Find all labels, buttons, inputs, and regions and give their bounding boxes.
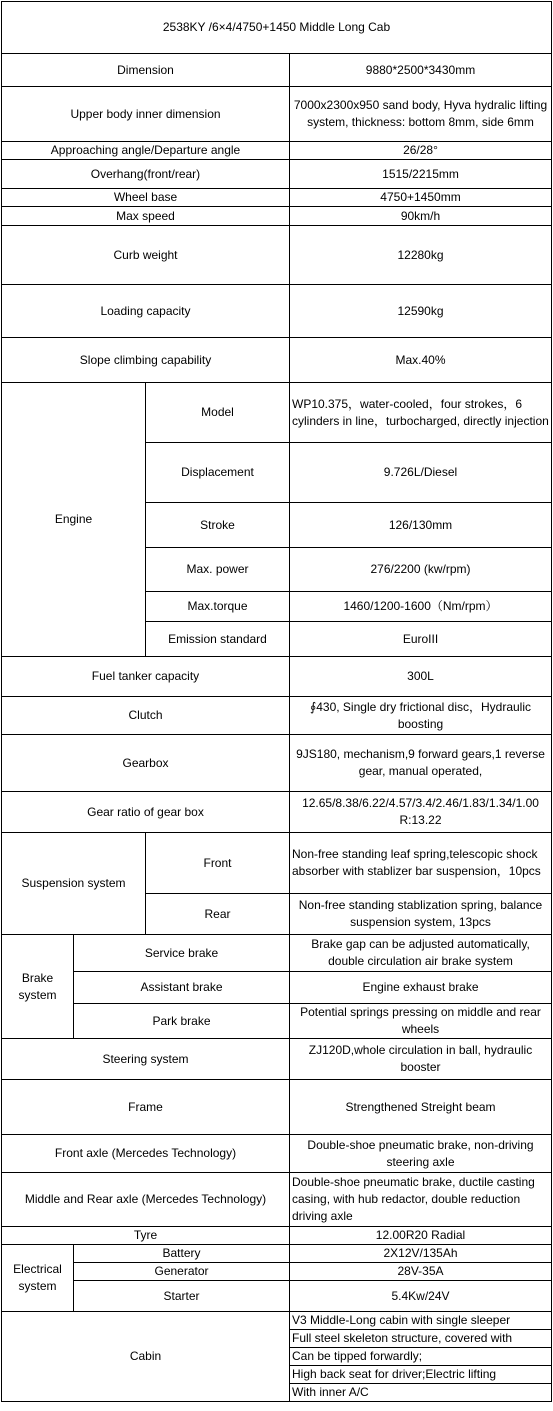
tyre-label: Tyre [2,1227,290,1245]
assistant-brake-value: Engine exhaust brake [290,972,552,1004]
table-row [2,189,552,207]
table-row [2,1245,552,1263]
upper-body-label: Upper body inner dimension [2,87,290,142]
front-axle-value: Double-shoe pneumatic brake, non-driving steering axle [290,1135,552,1173]
table-row [2,207,552,226]
table-row [2,735,552,792]
displacement-value: 9.726L/Diesel [290,443,552,503]
table-row [2,657,552,697]
clutch-label: Clutch [2,697,290,735]
table-row [2,1227,552,1245]
engine-label: Engine [2,383,146,657]
service-brake-label: Service brake [74,935,290,972]
cabin-line: Can be tipped forwardly; [290,1348,551,1366]
slope-label: Slope climbing capability [2,338,290,383]
emission-value: EuroIII [290,622,552,657]
cabin-value [290,1312,552,1402]
cabin-line: Full steel skeleton structure, covered with [290,1330,551,1348]
table-row [2,383,552,443]
spec-table [1,1,552,1402]
angles-label: Approaching angle/Departure angle [2,142,290,160]
tyre-value: 12.00R20 Radial [290,1227,552,1245]
title-row [2,2,552,54]
steering-value: ZJ120D,whole circulation in ball, hydraulic booster [290,1039,552,1080]
suspension-label: Suspension system [2,833,146,935]
frame-label: Frame [2,1080,290,1135]
park-brake-label: Park brake [74,1004,290,1039]
table-row [2,87,552,142]
middle-rear-axle-label: Middle and Rear axle (Mercedes Technology) [2,1173,290,1227]
suspension-front-value: Non-free standing leaf spring,telescopic shock absorber with stablizer bar suspension，10pcs [290,833,552,894]
battery-value: 2X12V/135Ah [290,1245,552,1263]
gearbox-label: Gearbox [2,735,290,792]
generator-value: 28V-35A [290,1263,552,1281]
cabin-line: V3 Middle-Long cabin with single sleeper [290,1312,551,1330]
table-row [2,1135,552,1173]
starter-label: Starter [74,1281,290,1312]
engine-model-value: WP10.375，water-cooled，four strokes，6 cylinders in line，turbocharged, directly injection [290,383,552,443]
displacement-label: Displacement [146,443,290,503]
table-row [2,972,552,1004]
engine-model-label: Model [146,383,290,443]
suspension-rear-label: Rear [146,894,290,935]
table-row [2,1004,552,1039]
fuel-tank-value: 300L [290,657,552,697]
park-brake-value: Potential springs pressing on middle and rear wheels [290,1004,552,1039]
suspension-rear-value: Non-free standing stablization spring, balance suspension system, 13pcs [290,894,552,935]
max-speed-label: Max speed [2,207,290,226]
table-row [2,226,552,285]
frame-value: Strengthened Streight beam [290,1080,552,1135]
dimension-label: Dimension [2,54,290,87]
dimension-value: 9880*2500*3430mm [290,54,552,87]
max-power-label: Max. power [146,548,290,592]
max-speed-value: 90km/h [290,207,552,226]
wheel-base-label: Wheel base [2,189,290,207]
table-row [2,1263,552,1281]
loading-capacity-value: 12590kg [290,285,552,338]
stroke-label: Stroke [146,503,290,548]
clutch-value: ∮430, Single dry frictional disc，Hydraulic boosting [290,697,552,735]
cabin-line: High back seat for driver;Electric lifting [290,1366,551,1384]
assistant-brake-label: Assistant brake [74,972,290,1004]
middle-rear-axle-value: Double-shoe pneumatic brake, ductile casting casing, with hub redactor, double reduction driving axle [290,1173,552,1227]
table-row [2,935,552,972]
emission-label: Emission standard [146,622,290,657]
overhang-label: Overhang(front/rear) [2,160,290,189]
cabin-line: With inner A/C [292,1385,369,1399]
gear-ratio-value: 12.65/8.38/6.22/4.57/3.4/2.46/1.83/1.34/1.00 R:13.22 [290,792,552,833]
upper-body-value: 7000x2300x950 sand body, Hyva hydralic lifting system, thickness: bottom 8mm, side 6mm [290,87,552,142]
loading-capacity-label: Loading capacity [2,285,290,338]
curb-weight-label: Curb weight [2,226,290,285]
wheel-base-value: 4750+1450mm [290,189,552,207]
stroke-value: 126/130mm [290,503,552,548]
table-row [2,54,552,87]
table-row [2,1312,552,1402]
electrical-label: Electrical system [2,1245,74,1312]
slope-value: Max.40% [290,338,552,383]
battery-label: Battery [74,1245,290,1263]
table-row [2,1039,552,1080]
max-torque-label: Max.torque [146,592,290,622]
curb-weight-value: 12280kg [290,226,552,285]
table-row [2,142,552,160]
angles-value: 26/28° [290,142,552,160]
fuel-tank-label: Fuel tanker capacity [2,657,290,697]
max-power-value: 276/2200 (kw/rpm) [290,548,552,592]
table-row [2,285,552,338]
generator-label: Generator [74,1263,290,1281]
steering-label: Steering system [2,1039,290,1080]
overhang-value: 1515/2215mm [290,160,552,189]
gear-ratio-label: Gear ratio of gear box [2,792,290,833]
table-row [2,1173,552,1227]
table-row [2,338,552,383]
gearbox-value: 9JS180, mechanism,9 forward gears,1 reverse gear, manual operated, [290,735,552,792]
max-torque-value: 1460/1200-1600（Nm/rpm） [290,592,552,622]
front-axle-label: Front axle (Mercedes Technology) [2,1135,290,1173]
cabin-label: Cabin [2,1312,290,1402]
table-title: 2538KY /6×4/4750+1450 Middle Long Cab [2,2,552,54]
table-row [2,792,552,833]
table-row [2,1080,552,1135]
table-row [2,160,552,189]
brake-label: Brake system [2,935,74,1039]
table-row [2,1281,552,1312]
starter-value: 5.4Kw/24V [290,1281,552,1312]
suspension-front-label: Front [146,833,290,894]
table-row [2,833,552,894]
service-brake-value: Brake gap can be adjusted automatically, double circulation air brake system [290,935,552,972]
table-row [2,697,552,735]
